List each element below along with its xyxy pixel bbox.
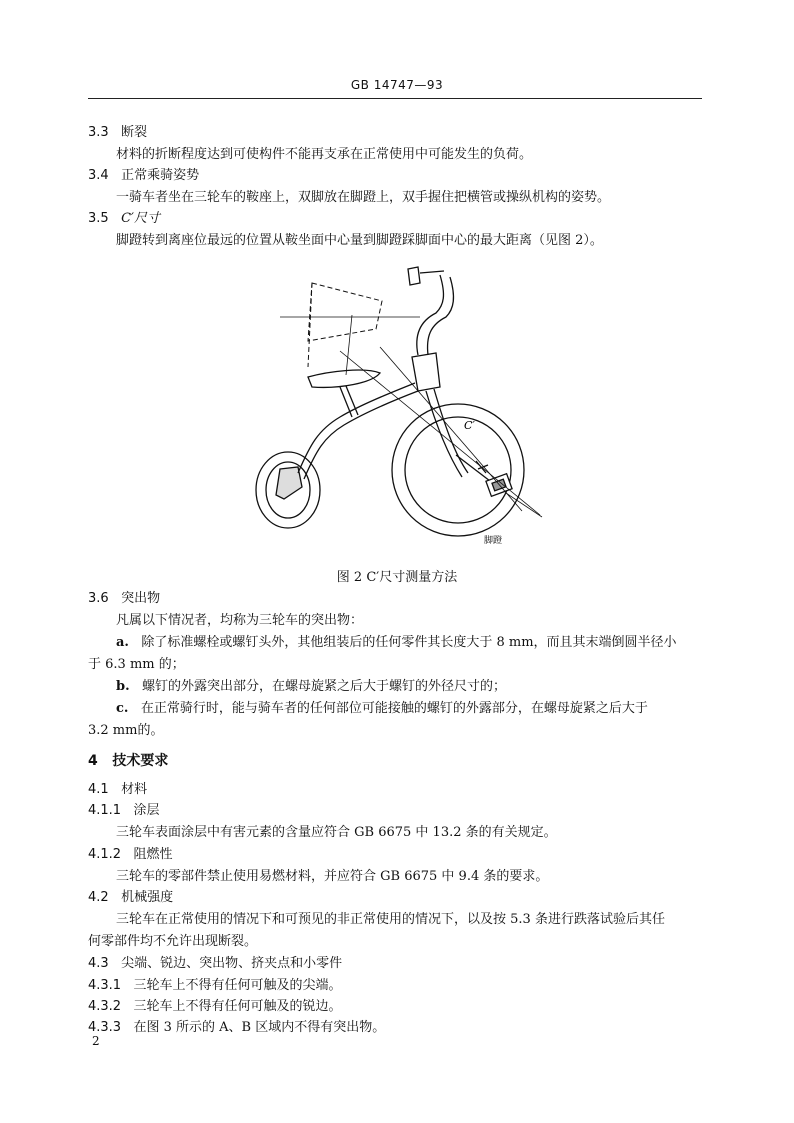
- vertical-reference-line: [346, 315, 352, 375]
- section-3-6-intro: 凡属以下情况者，均称为三轮车的突出物：: [116, 613, 364, 628]
- section-text: 三轮车上不得有任何可触及的锐边。: [133, 999, 342, 1014]
- section-4-3-2: [88, 995, 342, 1014]
- section-title: C′尺寸: [121, 211, 160, 226]
- seat: [308, 370, 380, 387]
- list-item-text: 螺钉的外露突出部分，在螺母旋紧之后大于螺钉的外径尺寸的；: [142, 679, 507, 694]
- section-4-3-3: [88, 1016, 385, 1035]
- c-prime-label: C′: [464, 419, 475, 432]
- list-marker: a.: [116, 635, 129, 650]
- section-title: 正常乘骑姿势: [121, 168, 200, 183]
- section-3-3-text: 材料的折断程度达到可使构件不能再支承在正常使用中可能发生的负荷。: [116, 147, 533, 162]
- reference-line: [308, 283, 312, 367]
- section-number: 4.1.1: [88, 803, 122, 818]
- section-3-3-heading: [88, 121, 147, 140]
- list-item-c-continuation: 3.2 mm的。: [88, 723, 164, 738]
- section-title: 材料: [121, 782, 148, 797]
- section-4-1-2-text: 三轮车的零部件禁止使用易燃材料，并应符合 GB 6675 中 9.4 条的要求。: [116, 869, 549, 884]
- section-4-2-heading: [88, 886, 173, 905]
- section-number: 4.1.2: [88, 847, 122, 862]
- fork: [426, 389, 468, 477]
- section-4-1-heading: [88, 778, 147, 797]
- section-number: 4.3.2: [88, 999, 122, 1014]
- header-rule: [88, 98, 702, 99]
- c-prime-extension-line: [380, 347, 522, 511]
- section-4-3-heading: [88, 952, 342, 971]
- section-3-4-text: 一骑车者坐在三轮车的鞍座上，双脚放在脚蹬上，双手握住把横管或操纵机构的姿势。: [116, 190, 611, 205]
- section-number: 4.3.1: [88, 978, 122, 993]
- section-number: 3.4: [88, 168, 109, 183]
- section-3-6-heading: [88, 587, 160, 606]
- pedal-extension-line: [506, 493, 542, 517]
- section-number: 3.5: [88, 211, 109, 226]
- section-number: 3.3: [88, 125, 109, 140]
- section-4-2-text: 三轮车在正常使用的情况下和可预见的非正常使用的情况下，以及按 5.3 条进行跌落试验后其任: [116, 912, 665, 927]
- list-marker: b.: [116, 679, 130, 694]
- section-4-1-1-text: 三轮车表面涂层中有害元素的含量应符合 GB 6675 中 13.2 条的有关规定。: [116, 825, 557, 840]
- handlebar-grip: [408, 267, 444, 285]
- chapter-title: 技术要求: [112, 753, 169, 769]
- section-4-1-1-heading: [88, 799, 160, 818]
- section-3-5-text: 脚蹬转到离座位最远的位置从鞍坐面中心量到脚蹬踩脚面中心的最大距离（见图 2）。: [116, 233, 603, 248]
- chapter-4-heading: [88, 750, 168, 770]
- list-item-a: [116, 631, 677, 650]
- section-title: 断裂: [121, 125, 148, 140]
- list-item-b: [116, 675, 506, 694]
- section-3-4-heading: [88, 164, 199, 183]
- section-title: 涂层: [133, 803, 160, 818]
- page-number: 2: [92, 1034, 100, 1048]
- section-text: 在图 3 所示的 A、B 区域内不得有突出物。: [133, 1020, 386, 1035]
- section-4-2-text-continuation: 何零部件均不允许出现断裂。: [88, 934, 258, 949]
- tricycle-figure: [240, 255, 560, 565]
- section-title: 突出物: [121, 591, 161, 606]
- document-code: GB 14747—93: [350, 78, 444, 92]
- figure-caption: 图 2 C′尺寸测量方法: [336, 570, 458, 585]
- handlebar-stem: [417, 275, 444, 355]
- section-number: 4.3.3: [88, 1020, 122, 1035]
- section-number: 4.1: [88, 782, 109, 797]
- chapter-number: 4: [88, 753, 98, 769]
- section-3-5-heading: [88, 207, 160, 226]
- c-prime-dimension-line: [340, 351, 540, 515]
- pedal-label: 脚蹬: [484, 536, 503, 546]
- section-title: 机械强度: [121, 890, 174, 905]
- list-item-a-continuation: 于 6.3 mm 的；: [88, 657, 185, 672]
- section-4-1-2-heading: [88, 843, 173, 862]
- head-tube: [412, 353, 440, 391]
- list-item-c: [116, 697, 648, 716]
- section-title: 阻燃性: [133, 847, 173, 862]
- section-title: 尖端、锐边、突出物、挤夹点和小零件: [121, 956, 343, 971]
- section-text: 三轮车上不得有任何可触及的尖端。: [133, 978, 342, 993]
- section-number: 4.3: [88, 956, 109, 971]
- list-item-text: 除了标准螺栓或螺钉头外，其他组装后的任何零件其长度大于 8 mm，而且其末端倒圆半径小: [141, 635, 677, 650]
- reference-outline: [308, 283, 382, 341]
- frame-tube-lower: [304, 391, 418, 479]
- section-4-3-1: [88, 974, 342, 993]
- section-number: 3.6: [88, 591, 109, 606]
- list-item-text: 在正常骑行时，能与骑车者的任何部位可能接触的螺钉的外露部分，在螺母旋紧之后大于: [140, 701, 648, 716]
- frame-tube: [298, 383, 415, 473]
- section-number: 4.2: [88, 890, 109, 905]
- list-marker: c.: [116, 701, 129, 716]
